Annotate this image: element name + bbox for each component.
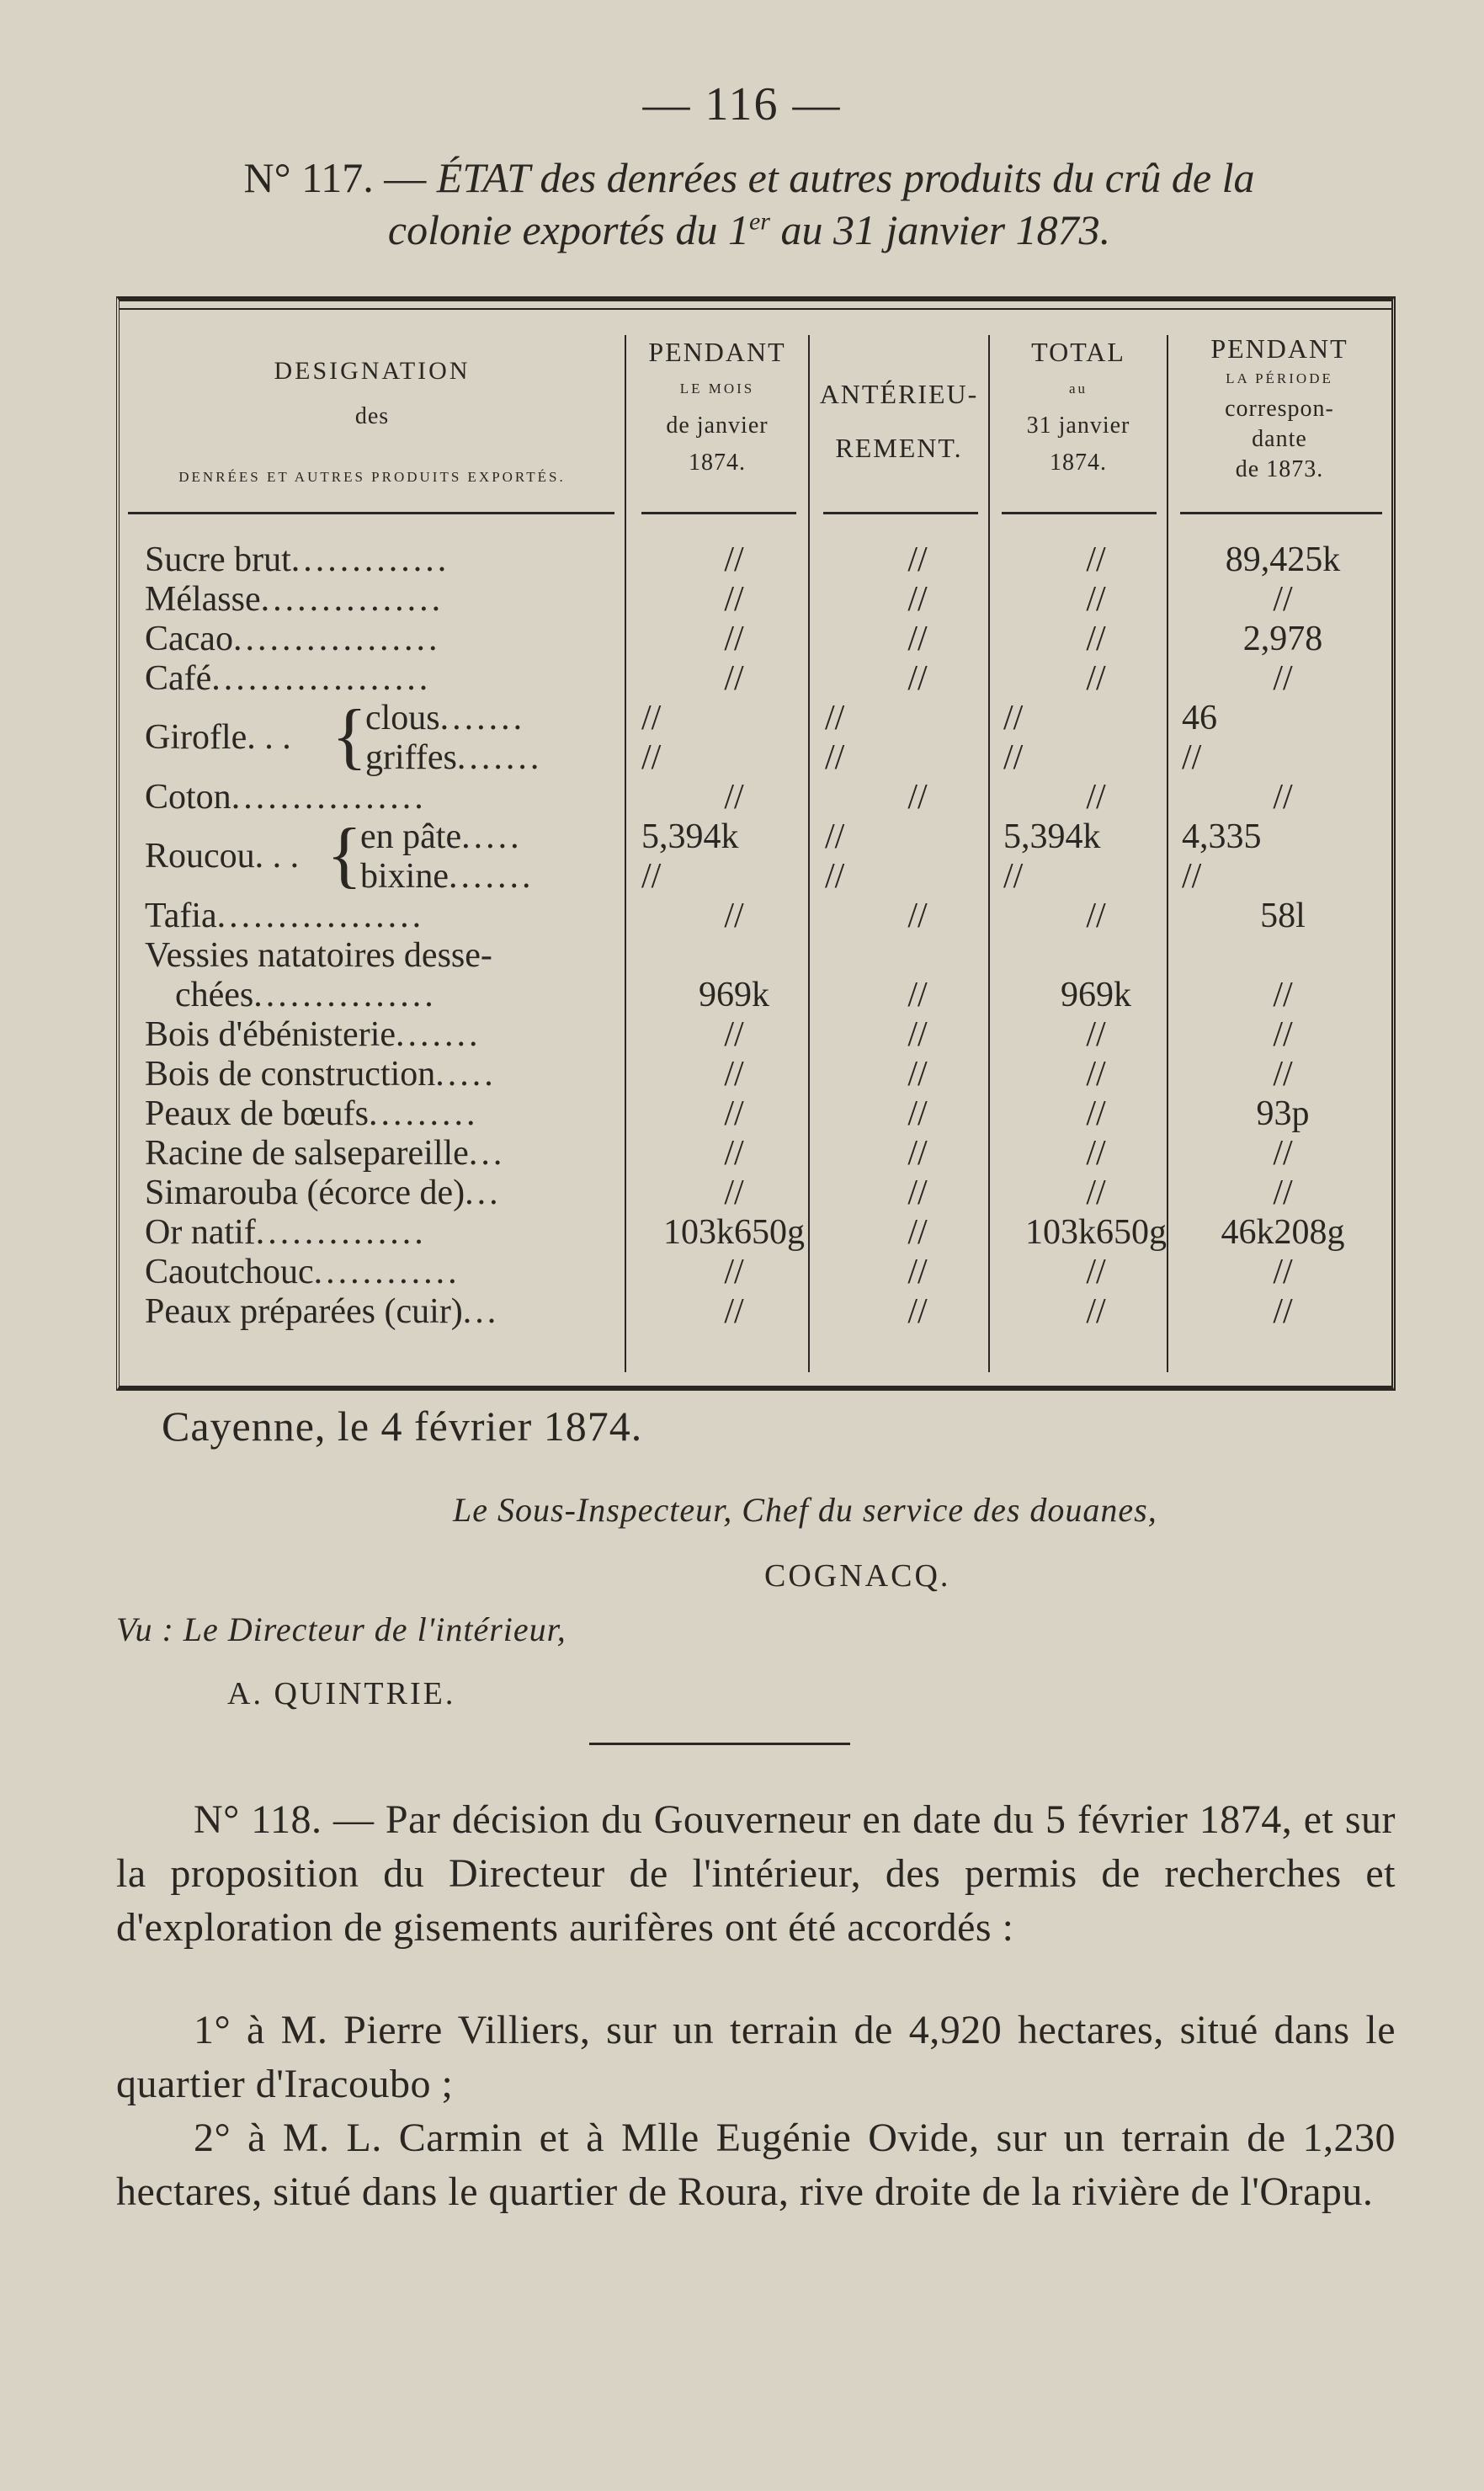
header-periode-line5: de 1873. <box>1235 456 1324 482</box>
sub-label-text: clous <box>365 699 440 737</box>
header-periode-line2: LA PÉRIODE <box>1226 370 1333 386</box>
date-line: Cayenne, le 4 février 1874. <box>162 1403 643 1450</box>
cell-anterieur: // <box>825 738 845 777</box>
header-periode <box>1168 333 1391 485</box>
table-row <box>120 1134 1391 1174</box>
row-label: Bois de construction..... <box>145 1055 497 1094</box>
header-periode-line1: PENDANT <box>1210 333 1348 364</box>
row-label: Coton................ <box>145 778 427 817</box>
cell-anterieur: // <box>907 659 928 698</box>
header-pendant-line4: 1874. <box>689 450 746 476</box>
cell-pendant: // <box>641 857 662 896</box>
cell-periode: // <box>1273 1174 1293 1212</box>
cell-anterieur: // <box>907 540 928 579</box>
title-text-b: des denrées et autres produits du crû de la <box>540 154 1255 201</box>
header-anterieur-line2: REMENT. <box>835 433 963 463</box>
header-rule <box>128 512 614 514</box>
cell-pendant: // <box>724 897 744 935</box>
cell-periode: // <box>1273 659 1293 698</box>
cell-periode: // <box>1273 1253 1293 1291</box>
header-rule <box>1180 512 1382 514</box>
row-label: Café.................. <box>145 659 432 698</box>
exports-table <box>116 296 1396 1391</box>
header-rule <box>823 512 978 514</box>
cell-pendant: // <box>641 738 662 777</box>
header-rule <box>641 512 796 514</box>
row-label-text: Coton <box>145 778 231 817</box>
header-total <box>990 333 1167 482</box>
table-row <box>120 620 1391 659</box>
header-anterieur-line1: ANTÉRIEU- <box>819 379 979 409</box>
cell-pendant: // <box>724 1292 744 1331</box>
row-label-text: Or natif <box>145 1213 256 1252</box>
cell-total: // <box>1003 738 1024 777</box>
brace: { <box>332 695 368 777</box>
cell-total: // <box>1003 699 1024 737</box>
cell-pendant: // <box>724 1174 744 1212</box>
sub-label: clous....... <box>365 699 526 737</box>
title-number: N° 117. — <box>243 154 427 201</box>
cell-anterieur: // <box>907 1094 928 1133</box>
row-label: Tafia................. <box>145 897 425 935</box>
cell-pendant: // <box>724 778 744 817</box>
header-periode-line4: dante <box>1252 426 1307 452</box>
table-row <box>120 976 1391 1015</box>
row-label: Caoutchouc............ <box>145 1253 460 1291</box>
table-row <box>120 778 1391 817</box>
cell-anterieur: // <box>907 1174 928 1212</box>
row-label-text: Peaux préparées (cuir) <box>145 1292 463 1331</box>
cell-periode: // <box>1273 1055 1293 1094</box>
cell-total: // <box>1086 1094 1106 1133</box>
cell-total: // <box>1003 857 1024 896</box>
cell-total: 969k <box>1061 976 1131 1014</box>
row-label: Mélasse............... <box>145 580 444 619</box>
header-designation-line3: DENRÉES ET AUTRES PRODUITS EXPORTÉS. <box>178 469 566 485</box>
row-label-text: chées <box>175 976 254 1014</box>
brace: { <box>327 814 363 896</box>
cell-anterieur: // <box>825 699 845 737</box>
cell-total: // <box>1086 1174 1106 1212</box>
cell-anterieur: // <box>907 1213 928 1252</box>
header-total-line1: TOTAL <box>1031 337 1125 367</box>
row-label: Cacao................. <box>145 620 441 658</box>
cell-total: // <box>1086 540 1106 579</box>
row-label-text: Peaux de bœufs <box>145 1094 369 1133</box>
cell-periode: // <box>1182 738 1202 777</box>
table-row <box>120 1055 1391 1094</box>
row-label-text: Caoutchouc <box>145 1253 314 1291</box>
cell-total: // <box>1086 1055 1106 1094</box>
table-row <box>120 1174 1391 1213</box>
cell-periode: 4,335 <box>1182 817 1262 856</box>
header-designation-line2: des <box>354 403 390 429</box>
approval-name: A. QUINTRIE. <box>227 1676 456 1711</box>
header-pendant-line2: LE MOIS <box>679 381 755 397</box>
table-row <box>120 936 1391 976</box>
cell-periode: 46k208g <box>1221 1213 1345 1252</box>
cell-periode: // <box>1273 1015 1293 1054</box>
table-row <box>120 580 1391 620</box>
sub-label-text: griffes <box>365 738 457 777</box>
row-label: Bois d'ébénisterie....... <box>145 1015 481 1054</box>
table-row <box>120 1094 1391 1134</box>
row-label-text: Bois de construction <box>145 1055 436 1094</box>
title-etat: ÉTAT <box>436 154 530 201</box>
header-pendant-mois <box>628 333 806 482</box>
sub-label-text: en pâte <box>360 817 462 856</box>
sub-label: griffes....... <box>365 738 543 777</box>
row-label-text: Bois d'ébénisterie <box>145 1015 396 1054</box>
cell-periode: // <box>1273 1292 1293 1331</box>
cell-pendant: // <box>724 1253 744 1291</box>
cell-pendant: // <box>724 659 744 698</box>
cell-total: 5,394k <box>1003 817 1101 856</box>
row-label-text: Mélasse <box>145 580 261 619</box>
cell-pendant: // <box>724 1094 744 1133</box>
cell-pendant: // <box>641 699 662 737</box>
row-label-text: Sucre brut <box>145 540 291 579</box>
cell-pendant: // <box>724 620 744 658</box>
cell-anterieur: // <box>907 1253 928 1291</box>
row-label: Simarouba (écorce de)... <box>145 1174 502 1212</box>
header-total-line2: au <box>1068 381 1088 397</box>
row-label-text: Tafia <box>145 897 217 935</box>
cell-total: // <box>1086 1253 1106 1291</box>
row-label: Racine de salsepareille... <box>145 1134 506 1173</box>
cell-periode: // <box>1273 580 1293 619</box>
cell-periode: 58l <box>1260 897 1306 935</box>
cell-periode: // <box>1273 976 1293 1014</box>
paragraph-item-1: 1° à M. Pierre Villiers, sur un terrain de 4,920 hectares, situé dans le quartier d'Iracoubo ; <box>116 2008 1396 2106</box>
signer-name: COGNACQ. <box>764 1558 951 1594</box>
cell-total: // <box>1086 897 1106 935</box>
table-row <box>120 1253 1391 1292</box>
section-divider <box>589 1743 850 1745</box>
cell-anterieur: // <box>907 580 928 619</box>
table-row-group <box>120 695 1391 778</box>
header-periode-line3: correspon- <box>1225 396 1334 422</box>
header-designation-line1: DESIGNATION <box>274 357 471 385</box>
table-row <box>120 659 1391 699</box>
cell-periode: // <box>1273 1134 1293 1173</box>
cell-anterieur: // <box>907 620 928 658</box>
cell-anterieur: // <box>907 778 928 817</box>
table-row <box>120 1015 1391 1055</box>
sub-label: en pâte..... <box>360 817 523 856</box>
table-row <box>120 1213 1391 1253</box>
cell-pendant: // <box>724 1015 744 1054</box>
header-total-line4: 1874. <box>1050 450 1107 476</box>
cell-periode: // <box>1182 857 1202 896</box>
sub-label-text: bixine <box>360 857 449 896</box>
cell-pendant: // <box>724 1055 744 1094</box>
cell-anterieur: // <box>907 1292 928 1331</box>
cell-periode: 2,978 <box>1242 620 1323 658</box>
cell-anterieur: // <box>825 817 845 856</box>
sub-label: bixine....... <box>360 857 535 896</box>
cell-anterieur: // <box>907 1015 928 1054</box>
header-anterieurement <box>810 367 988 475</box>
row-label-text: Cacao <box>145 620 233 658</box>
cell-total: // <box>1086 659 1106 698</box>
cell-anterieur: // <box>907 897 928 935</box>
cell-total: // <box>1086 1292 1106 1331</box>
row-label: Vessies natatoires desse- <box>145 936 492 975</box>
cell-pendant: 5,394k <box>641 817 739 856</box>
cell-anterieur: // <box>907 1134 928 1173</box>
cell-periode: 46 <box>1182 699 1217 737</box>
cell-periode: // <box>1273 778 1293 817</box>
cell-anterieur: // <box>907 1055 928 1094</box>
cell-total: // <box>1086 778 1106 817</box>
table-row <box>120 540 1391 580</box>
header-rule <box>1002 512 1157 514</box>
paragraph-item-2: 2° à M. L. Carmin et à Mlle Eugénie Ovide, sur un terrain de 1,230 hectares, situé dans le quartier de Roura, rive droite de la rivière de l'Orapu. <box>116 2116 1396 2214</box>
row-label: Peaux préparées (cuir)... <box>145 1292 500 1331</box>
cell-pendant: // <box>724 1134 744 1173</box>
row-label: Sucre brut............. <box>145 540 450 579</box>
header-total-line3: 31 janvier <box>1026 413 1130 439</box>
page-number: — 116 — <box>642 78 842 130</box>
cell-total: // <box>1086 580 1106 619</box>
table-body <box>120 540 1391 1332</box>
cell-pendant: 969k <box>699 976 769 1014</box>
header-designation <box>128 352 616 497</box>
header-pendant-line3: de janvier <box>666 413 769 439</box>
cell-pendant: // <box>724 580 744 619</box>
cell-periode: 93p <box>1256 1094 1310 1133</box>
row-label-text: Simarouba (écorce de) <box>145 1174 465 1212</box>
signer-role: Le Sous-Inspecteur, Chef du service des douanes, <box>453 1491 1157 1529</box>
row-label: chées............... <box>175 976 437 1014</box>
cell-pendant: 103k650g <box>663 1213 805 1252</box>
cell-anterieur: // <box>907 976 928 1014</box>
row-label-text: Café <box>145 659 212 698</box>
title-text-d: au 31 janvier 1873. <box>780 206 1111 253</box>
cell-total: 103k650g <box>1025 1213 1167 1252</box>
row-label: Peaux de bœufs......... <box>145 1094 479 1133</box>
row-label: Or natif.............. <box>145 1213 427 1252</box>
cell-periode: 89,425k <box>1225 540 1341 579</box>
title-text-c: colonie exportés du 1 <box>387 206 749 253</box>
cell-total: // <box>1086 1134 1106 1173</box>
table-row <box>120 1292 1391 1332</box>
cell-total: // <box>1086 620 1106 658</box>
cell-anterieur: // <box>825 857 845 896</box>
table-row-group <box>120 814 1391 897</box>
group-label: Girofle. . . <box>145 718 291 757</box>
cell-pendant: // <box>724 540 744 579</box>
paragraph-118: N° 118. — Par décision du Gouverneur en date du 5 février 1874, et sur la proposition du Directeur de l'intérieur, des permis de recherches et d'exploration de gisements aurifères ont été accordés : <box>116 1797 1396 1950</box>
cell-total: // <box>1086 1015 1106 1054</box>
header-pendant-line1: PENDANT <box>648 337 786 367</box>
table-row <box>120 897 1391 936</box>
document-title <box>109 152 1389 256</box>
title-sup: er <box>748 207 770 236</box>
approval-line: Vu : Le Directeur de l'intérieur, <box>116 1610 566 1648</box>
group-label: Roucou. . . <box>145 837 300 876</box>
row-label-text: Racine de salsepareille <box>145 1134 469 1173</box>
